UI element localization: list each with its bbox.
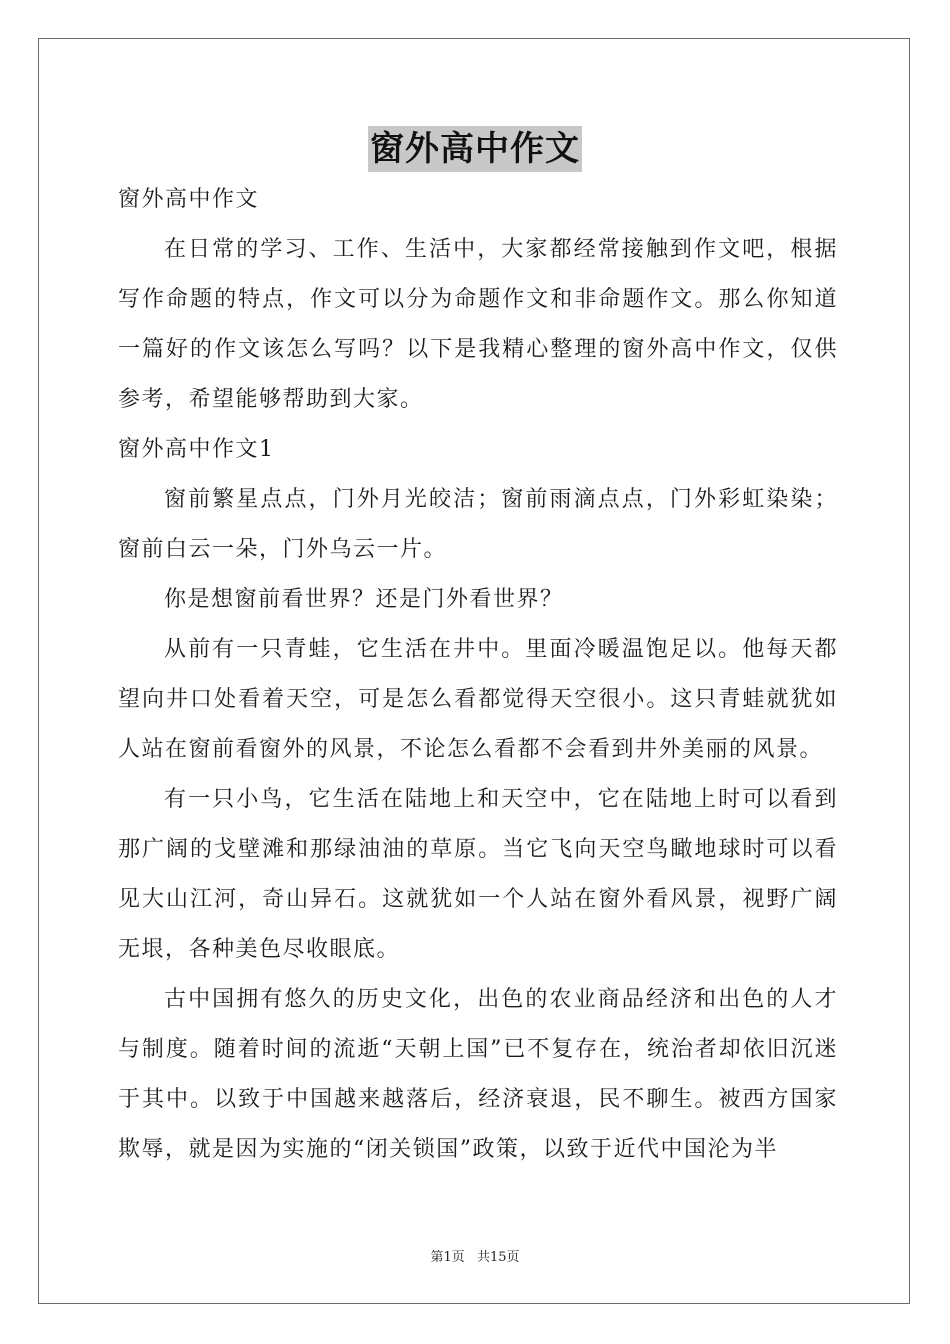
body-paragraph: 古中国拥有悠久的历史文化，出色的农业商品经济和出色的人才与制度。随着时间的流逝“天朝上国”已不复存在，统治者却依旧沉迷于其中。以致于中国越来越落后，经济衰退，民不聊生。被西方国家欺辱，就是因为实施的“闭关锁国”政策，以致于近代中国沦为半 (118, 987, 838, 1162)
body-paragraph: 窗前繁星点点，门外月光皎洁；窗前雨滴点点，门外彩虹染染；窗前白云一朵，门外乌云一片。 (118, 487, 838, 562)
page-total: 共15页 (476, 1250, 520, 1265)
body-paragraph: 有一只小鸟，它生活在陆地上和天空中，它在陆地上时可以看到那广阔的戈壁滩和那绿油油的草原。当它飞向天空鸟瞰地球时可以看见大山江河，奇山异石。这就犹如一个人站在窗外看风景，视野广阔无垠，各种美色尽收眼底。 (118, 787, 838, 962)
document-body (118, 175, 838, 1175)
body-paragraph: 从前有一只青蛙，它生活在井中。里面冷暖温饱足以。他每天都望向井口处看着天空，可是怎么看都觉得天空很小。这只青蛙就犹如人站在窗前看窗外的风景，不论怎么看都不会看到井外美丽的风景。 (118, 637, 838, 762)
section-heading: 窗外高中作文 (118, 187, 260, 212)
section-heading: 窗外高中作文1 (118, 437, 275, 462)
page-number: 第1页 (430, 1250, 465, 1265)
document-title: 窗外高中作文 (368, 126, 582, 172)
title-area (0, 126, 950, 172)
body-paragraph: 你是想窗前看世界？还是门外看世界？ (164, 587, 564, 612)
body-paragraph: 在日常的学习、工作、生活中，大家都经常接触到作文吧，根据写作命题的特点，作文可以分为命题作文和非命题作文。那么你知道一篇好的作文该怎么写吗？以下是我精心整理的窗外高中作文，仅供参考，希望能够帮助到大家。 (118, 237, 838, 412)
page-footer (0, 1246, 950, 1265)
